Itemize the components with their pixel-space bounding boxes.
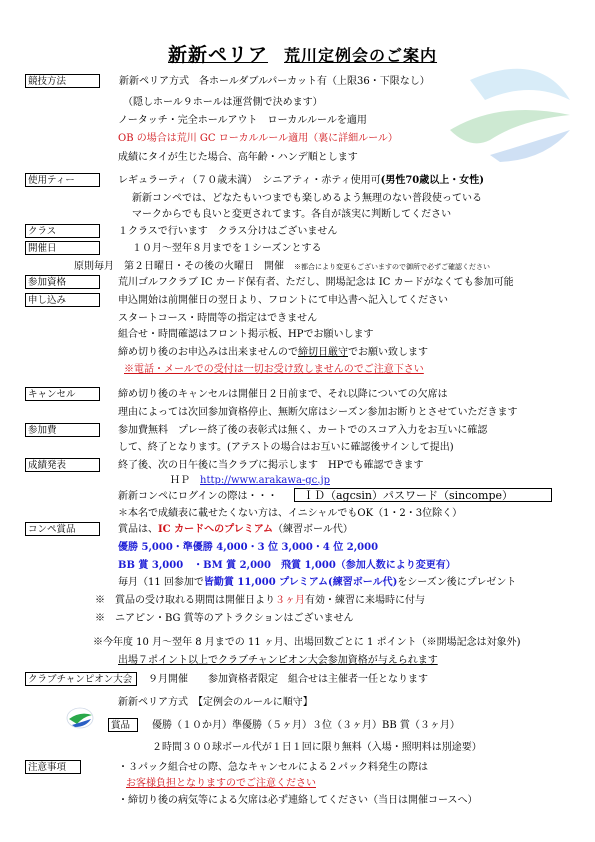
text-line: [118, 346, 428, 359]
title-sub: 荒川定例会のご案内: [284, 46, 438, 65]
text-line: １０月～翌年８月までを１シーズンとする: [132, 243, 322, 254]
text-line: （隠しホール９ホールは運営側で決めます）: [123, 97, 323, 108]
label-held: 開催日: [25, 241, 100, 255]
apply-text-end: でお願い致します: [348, 347, 428, 358]
attendance-text: 毎月（11 回参加で: [118, 577, 204, 588]
prize-period-end: 有効・練習に来場時に付与: [305, 595, 425, 606]
hp-link[interactable]: http://www.arakawa-gc.jp: [200, 475, 330, 486]
title-main: 新新ペリア: [168, 44, 269, 66]
prize-text: 賞品は、: [118, 524, 158, 535]
label-champion: クラブチャンピオン大会: [25, 672, 137, 686]
text-line: 新新ペリア方式 【定例会のルールに順守】: [118, 697, 313, 708]
hp-label: ＨＰ: [170, 475, 190, 486]
text-line: ノータッチ・完全ホールアウト ローカルルールを適用: [118, 115, 367, 126]
text-line: スタートコース・時間等の指定はできません: [118, 313, 318, 324]
text-line: 理由によっては次回参加資格停止、無断欠席はシーズン参加お断りとさせていただきます: [118, 407, 518, 418]
held-text: 原則毎月 第２日曜日・その後の火曜日 開催: [74, 261, 284, 272]
label-notes: 注意事項: [25, 760, 81, 774]
text-line: ※今年度 10 月～翌年 8 月までの 11 ヶ月、出場回数ごとに 1 ポイント（※開場記念は対象外): [93, 637, 521, 648]
prize-premium: IC カードへのプレミアム: [158, 524, 274, 535]
page-title: [168, 40, 437, 67]
prize-period-text: ※ 賞品の受け取れる期間は開催日より: [95, 595, 275, 606]
text-line: 出場７ポイント以上でクラブチャンピオン大会参加資格が与えられます: [118, 655, 438, 666]
text-line: ※ ニアピン・BG 賞等のアトラクションはございません: [95, 613, 354, 624]
label-results: 成績発表: [25, 458, 100, 472]
club-logo-watermark: [430, 60, 580, 170]
apply-deadline: 締切日厳守: [298, 347, 348, 358]
text-line: 締め切り後のキャンセルは開催日２日前まで、それ以降についての欠席は: [118, 389, 448, 400]
text-line: ９月開催 参加資格者限定 組合せは主催者一任となります: [148, 674, 428, 685]
prize-note: （練習ボール代）: [273, 524, 353, 535]
login-info-box: ＩＤ（agcsin）パスワード（sincompe）: [294, 488, 552, 502]
label-class: クラス: [25, 224, 100, 238]
text-line: 組合せ・時間確認はフロント掲示板、HPでお願いします: [118, 329, 374, 340]
label-prize2: 賞品: [108, 718, 138, 732]
text-line: １クラスで行います クラス分けはございません: [118, 226, 338, 237]
text-line: 荒川ゴルフクラブ IC カード保有者、ただし、開場記念は IC カードがなくても参加可能: [118, 277, 514, 288]
label-cancel: キャンセル: [25, 387, 100, 401]
prize-period-months: ３ヶ月: [275, 595, 305, 606]
text-line: ※電話・メールでの受付は一切お受け致しませんのでご注意下さい: [124, 364, 424, 375]
label-fee: 参加費: [25, 423, 100, 437]
text-line: ・３パック組合せの際、急なキャンセルによる２パック料発生の際は: [118, 762, 428, 773]
label-qualification: 参加資格: [25, 275, 100, 289]
label-tee: 使用ティー: [25, 173, 100, 187]
label-competition: 競技方法: [25, 74, 100, 88]
text-line: お客様負担となりますのでご注意ください: [126, 778, 316, 789]
label-prize: コンペ賞品: [25, 522, 100, 536]
text-line: [118, 576, 516, 589]
text-line: BB 賞 3,000 ・BM 賞 2,000 飛賞 1,000（参加人数により変更有）: [118, 560, 456, 571]
text-line: [170, 474, 330, 487]
text-line: [95, 594, 425, 607]
text-line: して、終了となります。(アテストの場合はお互いに確認後サインして提出): [118, 442, 454, 453]
label-apply: 申し込み: [25, 293, 100, 307]
attendance-text-end: をシーズン後にプレゼント: [397, 577, 517, 588]
text-line: ２時間３００球ボール代が１日１回に限り無料（入場・照明料は別途要）: [152, 742, 482, 753]
attendance-prize: 皆勤賞 11,000 プレミアム(練習ボール代): [203, 577, 398, 588]
tee-senior: (男性70歳以上・女性): [380, 175, 484, 186]
text-line: 終了後、次の日午後に当クラブに掲示します HPでも確認できます: [118, 460, 424, 471]
text-line: 新新ペリア方式 各ホールダブルパーカット有（上限36・下限なし）: [119, 76, 430, 87]
held-note: ※都合により変更もございますので御所で必ずご確認ください: [294, 263, 490, 271]
club-logo-icon: [65, 706, 95, 730]
apply-text: 締め切り後のお申込みは出来ませんので: [118, 347, 298, 358]
text-line: 新新コンペでは、どなたもいつまでも楽しめるよう無理のない普段使っている: [132, 193, 482, 204]
text-line: OB の場合は荒川 GC ローカルルール適用（裏に詳細ルール）: [118, 133, 398, 144]
text-line: 成績にタイが生じた場合、高年齢・ハンデ順とします: [118, 152, 358, 163]
text-line: 優勝（１０か月）準優勝（５ヶ月）３位（３ヶ月）BB 賞（３ヶ月）: [152, 720, 460, 731]
text-line: ・締切り後の病気等による欠席は必ず連絡してください（当日は開催コースへ）: [118, 795, 478, 806]
text-line: 新新コンペにログインの際は・・・: [118, 491, 278, 502]
tee-text: レギュラーティ（７０歳未満） シニアティ・赤ティ使用可: [118, 175, 381, 186]
text-line: ＊本名で成績表に載せたくない方は、イニシャルでもOK（1・2・3位除く）: [118, 508, 463, 519]
text-line: [74, 260, 490, 274]
text-line: 優勝 5,000・準優勝 4,000・3 位 3,000・4 位 2,000: [118, 542, 379, 553]
text-line: 参加費無料 プレー終了後の表彰式は無く、カートでのスコア入力をお互いに確認: [118, 425, 488, 436]
text-line: 申込開始は前開催日の翌日より、フロントにて申込書へ記入してください: [118, 295, 448, 306]
text-line: マークからでも良いと変更されてます。各自が該実に判断してください: [132, 209, 452, 220]
text-line: [118, 523, 353, 536]
text-line: [118, 174, 484, 187]
